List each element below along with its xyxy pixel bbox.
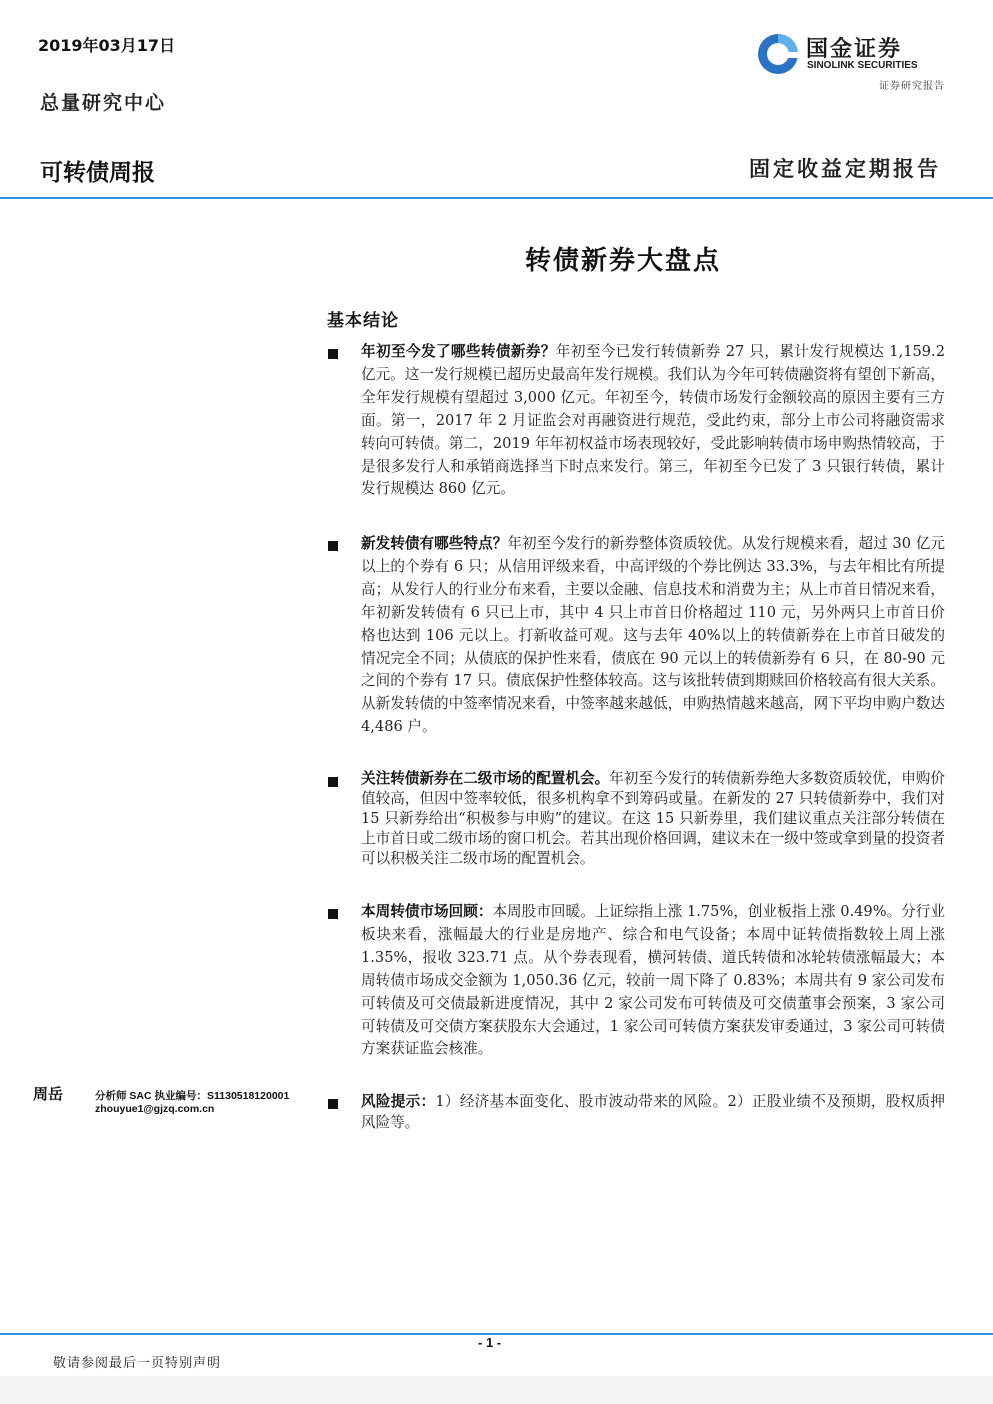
bullet-text: 本周股市回暖。上证综指上涨 1.75%，创业板指上涨 0.49%。分行业板块来看，涨幅最大的行业是房地产、综合和电气设备；本周中证转债指数较上周上涨 1.35%，报收 323.71 点。从个券表现看，横河转债、道氏转债和冰轮转债涨幅最大；本周转债市场成交金额为 1,050.36 亿元，较前一周下降了 0.83%；本周共有 9 家公司发布可转债及可交债最新进度情况，其中 2 家公司发布可转债及可交债董事会预案，3 家公司可转债及可交债方案获股东大会通过，1 家公司可转债方案获发审委通过，3 家公司可转债方案获证监会核准。: [361, 903, 945, 1058]
logo-subtitle: 证券研究报告: [879, 81, 945, 92]
bullet-lead: 风险提示：: [361, 1093, 436, 1110]
bullet-paragraph: [361, 1091, 945, 1133]
bullet-lead: 新发转债有哪些特点？: [361, 535, 508, 552]
header-divider: [0, 197, 993, 199]
research-center: 总量研究中心: [40, 92, 167, 114]
bullet-marker: [328, 909, 338, 919]
logo-mark-icon: [754, 30, 802, 78]
report-date: 2019年03月17日: [38, 36, 176, 55]
bullet-paragraph: [361, 901, 945, 1061]
bullet-text: 年初至今已发行转债新券 27 只，累计发行规模达 1,159.2 亿元。这一发行规模已超历史最高年发行规模。我们认为今年可转债融资将有望创下新高，全年发行规模有望超过 3,000 亿元。年初至今，转债市场发行金额较高的原因主要有三方面。第一，2017 年 2 月证监会对再融资进行规范，受此约束，部分上市公司将融资需求转向可转债。第二，2019 年年初权益市场表现较好，受此影响转债市场申购热情较高，于是很多发行人和承销商选择当下时点来发行。第三，年初至今已发了 3 只银行转债，累计发行规模达 860 亿元。: [361, 343, 945, 498]
bullet-lead: 关注转债新券在二级市场的配置机会。: [361, 770, 610, 787]
logo-chinese-name: 国金证券: [806, 37, 903, 62]
bullet-lead: 年初至今发了哪些转债新券？: [361, 343, 556, 360]
footer-band: [0, 1376, 993, 1404]
page-number: - 1 -: [478, 1335, 502, 1350]
bullet-paragraph: [361, 769, 945, 869]
bullet-paragraph: [361, 533, 945, 739]
bullet-text: 年初至今发行的新券整体资质较优。从发行规模来看，超过 30 亿元以上的个券有 6 只；从信用评级来看，中高评级的个券比例达 33.3%，与去年相比有所提高；从发行人的行业分布来看，主要以金融、信息技术和消费为主；从上市首日情况来看，年初新发转债有 6 只已上市，其中 4 只上市首日价格超过 110 元，另外两只上市首日价格也达到 106 元以上。打新收益可观。这与去年 40%以上的转债新券在上市首日破发的情况完全不同；从债底的保护性来看，债底在 90 元以上的转债新券有 6 只，在 80-90 元之间的个券有 17 只。债底保护性整体较高。这与该批转债到期赎回价格较高有很大关系。从新发转债的中签率情况来看，中签率越来越低，申购热情越来越高，网下平均申购户数达 4,486 户。: [361, 535, 945, 736]
bullet-text: 年初至今发行的转债新券绝大多数资质较优，申购价值较高，但因中签率较低，很多机构拿不到筹码或量。在新发的 27 只转债新券中，我们对 15 只新券给出“积极参与申购”的建议。在这 15 只新券里，我们建议重点关注部分转债在上市首日或二级市场的窗口机会。若其出现价格回调，建议未在一级中签或拿到量的投资者可以积极关注二级市场的配置机会。: [361, 770, 945, 867]
analyst-license: 分析师 SAC 执业编号：S1130518120001: [95, 1090, 290, 1102]
bullet-marker: [328, 349, 338, 359]
bullet-lead: 本周转债市场回顾：: [361, 903, 493, 920]
bullet-marker: [328, 541, 338, 551]
author-name: 周岳: [33, 1085, 64, 1103]
bullet-text: 1）经济基本面变化、股市波动带来的风险。2）正股业绩不及预期，股权质押风险等。: [361, 1093, 945, 1131]
bullet-marker: [328, 1099, 338, 1109]
section-heading: 基本结论: [327, 311, 399, 331]
report-type: 固定收益定期报告: [749, 156, 941, 181]
bullet-marker: [328, 777, 338, 787]
author-email[interactable]: zhouyue1@gjzq.com.cn: [95, 1103, 215, 1115]
bullet-paragraph: [361, 341, 945, 501]
report-series: 可转债周报: [40, 160, 155, 186]
report-title: 转债新券大盘点: [525, 246, 722, 276]
company-logo: [754, 30, 946, 78]
footer-disclaimer: 敬请参阅最后一页特别声明: [53, 1356, 222, 1371]
logo-english-name: SINOLINK SECURITIES: [807, 60, 918, 71]
